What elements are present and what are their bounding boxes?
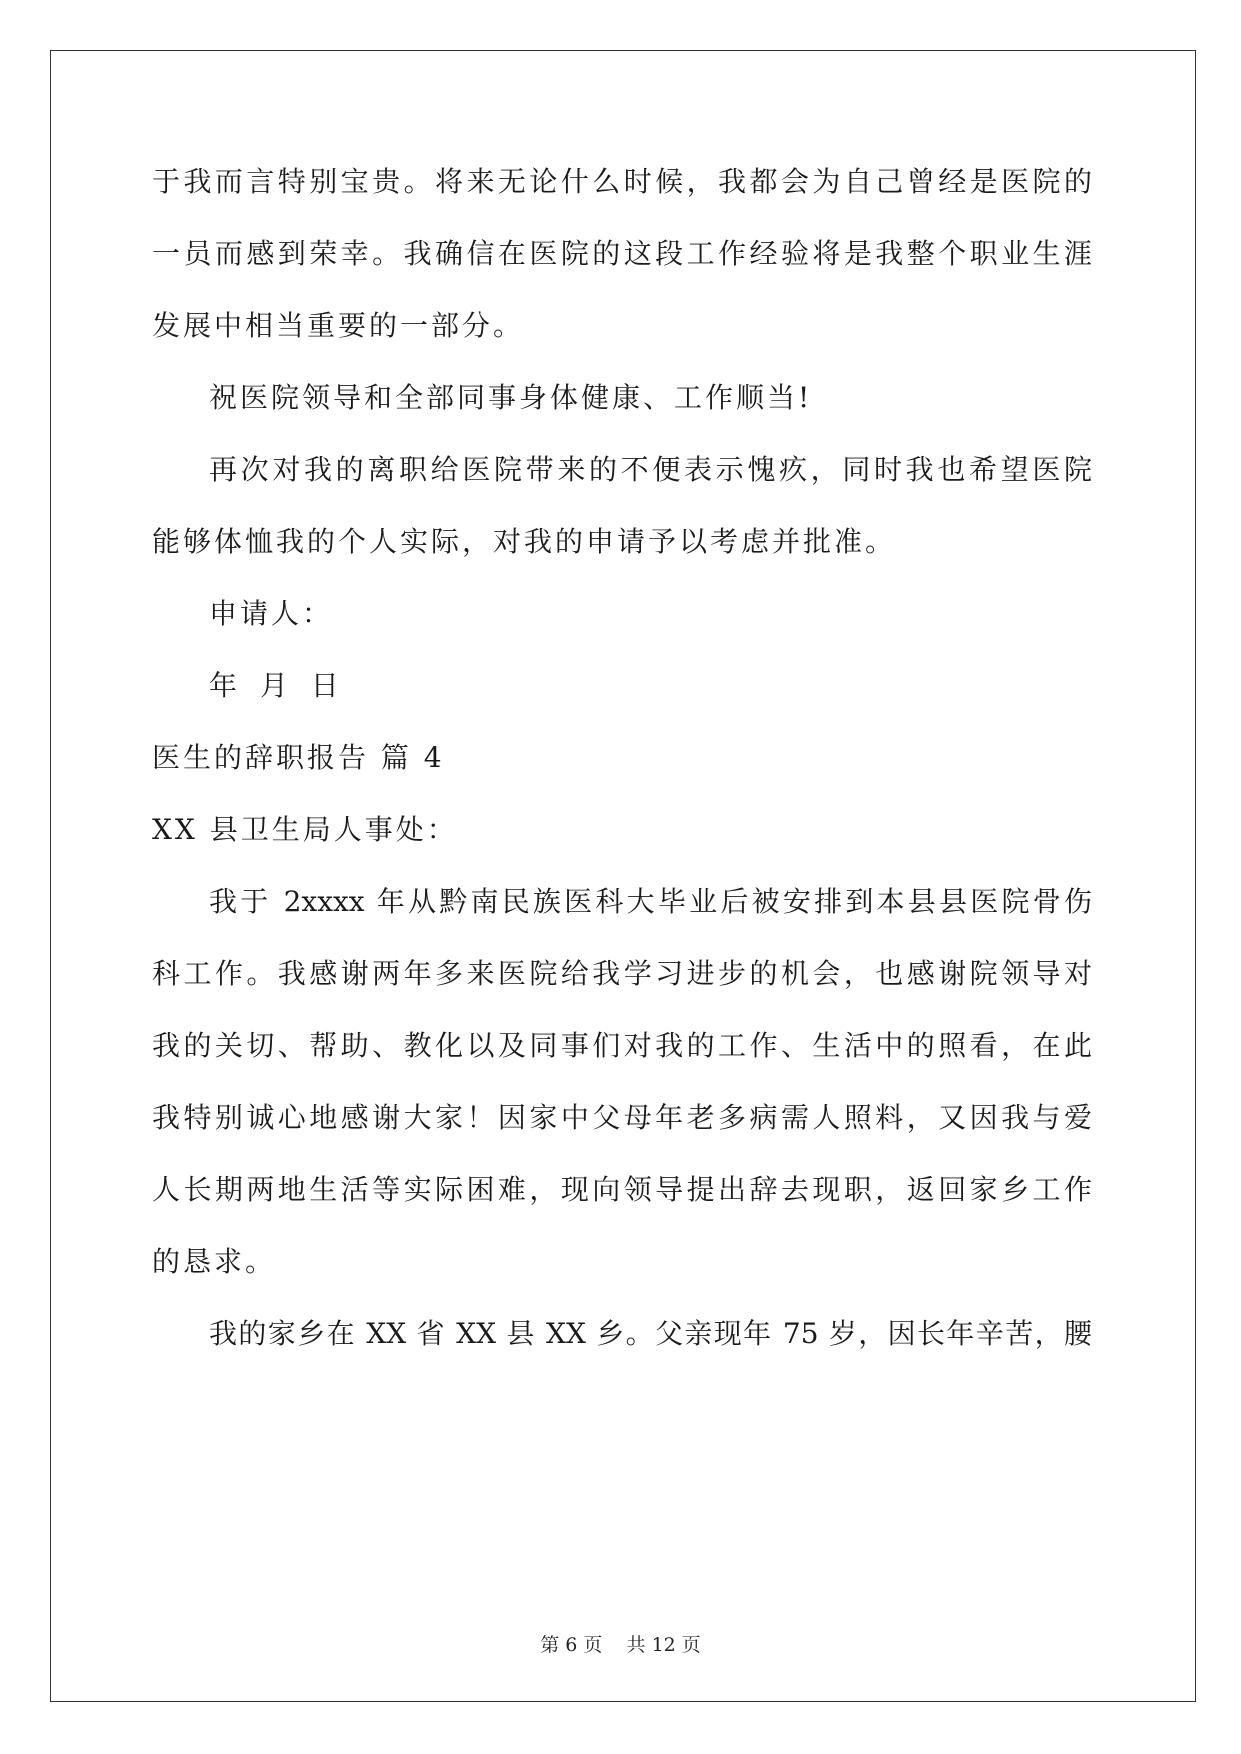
paragraph-line: 发展中相当重要的一部分。 xyxy=(152,309,525,342)
paragraph-line: 我的家乡在 XX 省 XX 县 XX 乡。父亲现年 75 岁，因长年辛苦，腰 xyxy=(209,1317,1092,1350)
paragraph-line: 我的关切、帮助、教化以及同事们对我的工作、生活中的照看，在此 xyxy=(152,1029,1092,1062)
page-number: 第 6 页 共 12 页 xyxy=(540,1634,701,1656)
paragraph-line: 我特别诚心地感谢大家！因家中父母年老多病需人照料，又因我与爱 xyxy=(152,1101,1092,1134)
paragraph-line: 我于 2xxxx 年从黔南民族医科大毕业后被安排到本县县医院骨伤 xyxy=(209,885,1092,918)
page-border xyxy=(50,50,1196,1702)
signature-label: 申请人： xyxy=(209,597,334,630)
page-footer xyxy=(0,1633,1241,1657)
paragraph-line: 一员而感到荣幸。我确信在医院的这段工作经验将是我整个职业生涯 xyxy=(152,237,1092,270)
paragraph-line: 祝医院领导和全部同事身体健康、工作顺当! xyxy=(209,381,813,414)
paragraph-line: 能够体恤我的个人实际，对我的申请予以考虑并批准。 xyxy=(152,525,897,558)
paragraph-line: 人长期两地生活等实际困难，现向领导提出辞去现职，返回家乡工作 xyxy=(152,1173,1092,1206)
salutation: XX 县卫生局人事处： xyxy=(152,813,458,846)
paragraph-line: 再次对我的离职给医院带来的不便表示愧疚，同时我也希望医院 xyxy=(209,453,1092,486)
paragraph-line: 科工作。我感谢两年多来医院给我学习进步的机会，也感谢院领导对 xyxy=(152,957,1092,990)
paragraph-line: 的恳求。 xyxy=(152,1245,277,1278)
date-line: 年 月 日 xyxy=(209,669,342,702)
section-heading: 医生的辞职报告 篇 4 xyxy=(152,741,445,774)
paragraph-line: 于我而言特别宝贵。将来无论什么时候，我都会为自己曾经是医院的 xyxy=(152,165,1092,198)
